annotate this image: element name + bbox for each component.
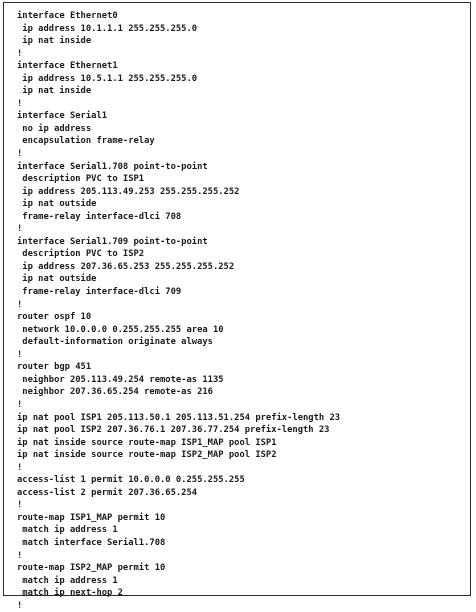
config-line: match ip next-hop 2 [17, 588, 123, 599]
config-line: ! [17, 399, 23, 410]
config-line: ! [17, 349, 23, 360]
config-listing-frame [3, 2, 471, 611]
config-line: interface Ethernet0 [17, 11, 118, 21]
config-line: frame-relay interface-dlci 709 [17, 287, 182, 298]
config-line: ! [17, 500, 23, 511]
config-line: ! [17, 224, 23, 235]
router-config-listing [17, 10, 340, 612]
config-line: no ip address [17, 123, 92, 134]
config-line: interface Serial1 [17, 111, 108, 122]
config-line: network 10.0.0.0 0.255.255.255 area 10 [17, 324, 224, 335]
config-line: ! [17, 299, 23, 310]
config-line: encapsulation frame-relay [17, 136, 155, 147]
config-line: ip address 10.1.1.1 255.255.255.0 [17, 23, 198, 34]
config-line: default-information originate always [17, 337, 213, 348]
config-line: interface Serial1.709 point-to-point [17, 236, 208, 247]
config-line: ip nat inside [17, 36, 92, 47]
config-line: ip nat inside source route-map ISP1_MAP pool ISP1 [17, 437, 277, 448]
config-line: description PVC to ISP1 [17, 174, 145, 185]
config-line: ip nat inside source route-map ISP2_MAP pool ISP2 [17, 450, 277, 461]
config-line: neighbor 205.113.49.254 remote-as 1135 [17, 374, 224, 385]
config-line: router ospf 10 [17, 312, 92, 323]
config-line: match ip address 1 [17, 525, 118, 536]
config-line: ip nat pool ISP1 205.113.50.1 205.113.51.254 prefix-length 23 [17, 412, 341, 423]
config-line: ip address 205.113.49.253 255.255.255.252 [17, 186, 240, 197]
config-line: frame-relay interface-dlci 708 [17, 211, 182, 222]
config-line: ip nat pool ISP2 207.36.76.1 207.36.77.254 prefix-length 23 [17, 425, 330, 436]
config-line: match interface Serial1.708 [17, 537, 166, 548]
config-line: ip address 10.5.1.1 255.255.255.0 [17, 73, 198, 84]
config-line: ip nat outside [17, 199, 97, 210]
config-line: description PVC to ISP2 [17, 249, 145, 260]
config-line: ! [17, 550, 23, 561]
config-line: route-map ISP1_MAP permit 10 [17, 512, 166, 523]
config-line: ! [17, 48, 23, 59]
config-line: neighbor 207.36.65.254 remote-as 216 [17, 387, 213, 398]
config-line: ! [17, 462, 23, 473]
config-line: interface Ethernet1 [17, 61, 118, 72]
config-line: ! [17, 600, 23, 611]
config-line: route-map ISP2_MAP permit 10 [17, 563, 166, 574]
config-line: access-list 2 permit 207.36.65.254 [17, 487, 198, 498]
config-line: match ip address 1 [17, 575, 118, 586]
config-line: ! [17, 98, 23, 109]
config-line: access-list 1 permit 10.0.0.0 0.255.255.255 [17, 475, 245, 486]
config-line: ! [17, 149, 23, 160]
config-line: router bgp 451 [17, 362, 92, 373]
config-line: interface Serial1.708 point-to-point [17, 161, 208, 172]
config-line: ip nat inside [17, 86, 92, 97]
config-line: ip nat outside [17, 274, 97, 285]
config-line: ip address 207.36.65.253 255.255.255.252 [17, 261, 235, 272]
